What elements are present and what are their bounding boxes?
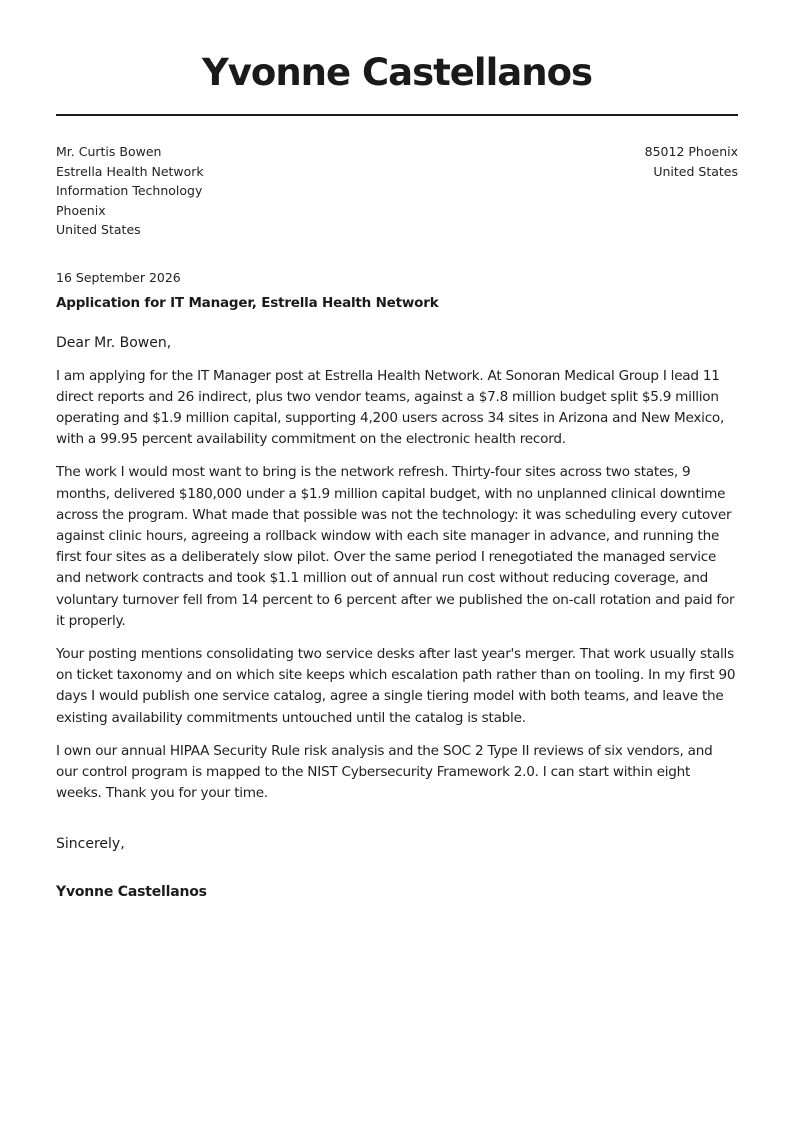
- header-divider: [56, 114, 738, 116]
- sender-name-heading: Yvonne Castellanos: [201, 51, 593, 94]
- letter-page: [56, 0, 738, 903]
- body-paragraph: I own our annual HIPAA Security Rule risk analysis and the SOC 2 Type II reviews of six vendors, and our control program is mapped to the NIST Cybersecurity Framework 2.0. I can start within eight weeks. Thank you for your time.: [56, 742, 713, 802]
- sender-address-line: 85012 Phoenix: [644, 144, 738, 159]
- recipient-address: [56, 142, 204, 240]
- recipient-address-line: Information Technology: [56, 183, 203, 198]
- salutation: Dear Mr. Bowen,: [56, 334, 172, 351]
- sender-address-line: United States: [653, 163, 738, 179]
- sender-address: [645, 142, 738, 240]
- letter-subject: Application for IT Manager, Estrella Health Network: [56, 294, 439, 311]
- recipient-address-line: Phoenix: [56, 202, 106, 218]
- address-block: [56, 142, 738, 240]
- body-paragraph: I am applying for the IT Manager post at Estrella Health Network. At Sonoran Medical Group I lead 11 direct reports and 26 indirect, plus two vendor teams, against a $7.8 million budget split $5.9 million operating and $1.9 million capital, supporting 4,200 users across 34 sites in Arizona and New Mexico, with a 99.95 percent availability commitment on the electronic health record.: [56, 367, 725, 448]
- body-paragraph: The work I would most want to bring is the network refresh. Thirty-four sites across two states, 9 months, delivered $180,000 under a $1.9 million capital budget, with no unplanned clinical downtime across the program. What made that possible was not the technology: it was scheduling every cutover against clinic hours, agreeing a rollback window with each site manager in advance, and running the first four sites as a deliberately slow pilot. Over the same period I renegotiated the managed service and network contracts and took $1.1 million out of annual run cost without reducing coverage, and voluntary turnover fell from 14 percent to 6 percent after we published the on-call rotation and paid for it properly.: [56, 464, 735, 629]
- letter-date: 16 September 2026: [56, 269, 181, 285]
- recipient-address-line: Estrella Health Network: [56, 163, 204, 179]
- body-paragraph: Your posting mentions consolidating two service desks after last year's merger. That work usually stalls on ticket taxonomy and on which site keeps which escalation path rather than on tooling. In my first 90 days I would publish one service catalog, agree a single tiering model with both teams, and leave the existing availability commitments untouched until the catalog is stable.: [56, 645, 736, 726]
- signature-name: Yvonne Castellanos: [56, 884, 207, 901]
- closing: Sincerely,: [56, 836, 125, 853]
- letter-body: [56, 366, 738, 805]
- recipient-address-line: United States: [56, 222, 141, 237]
- recipient-address-line: Mr. Curtis Bowen: [56, 144, 162, 159]
